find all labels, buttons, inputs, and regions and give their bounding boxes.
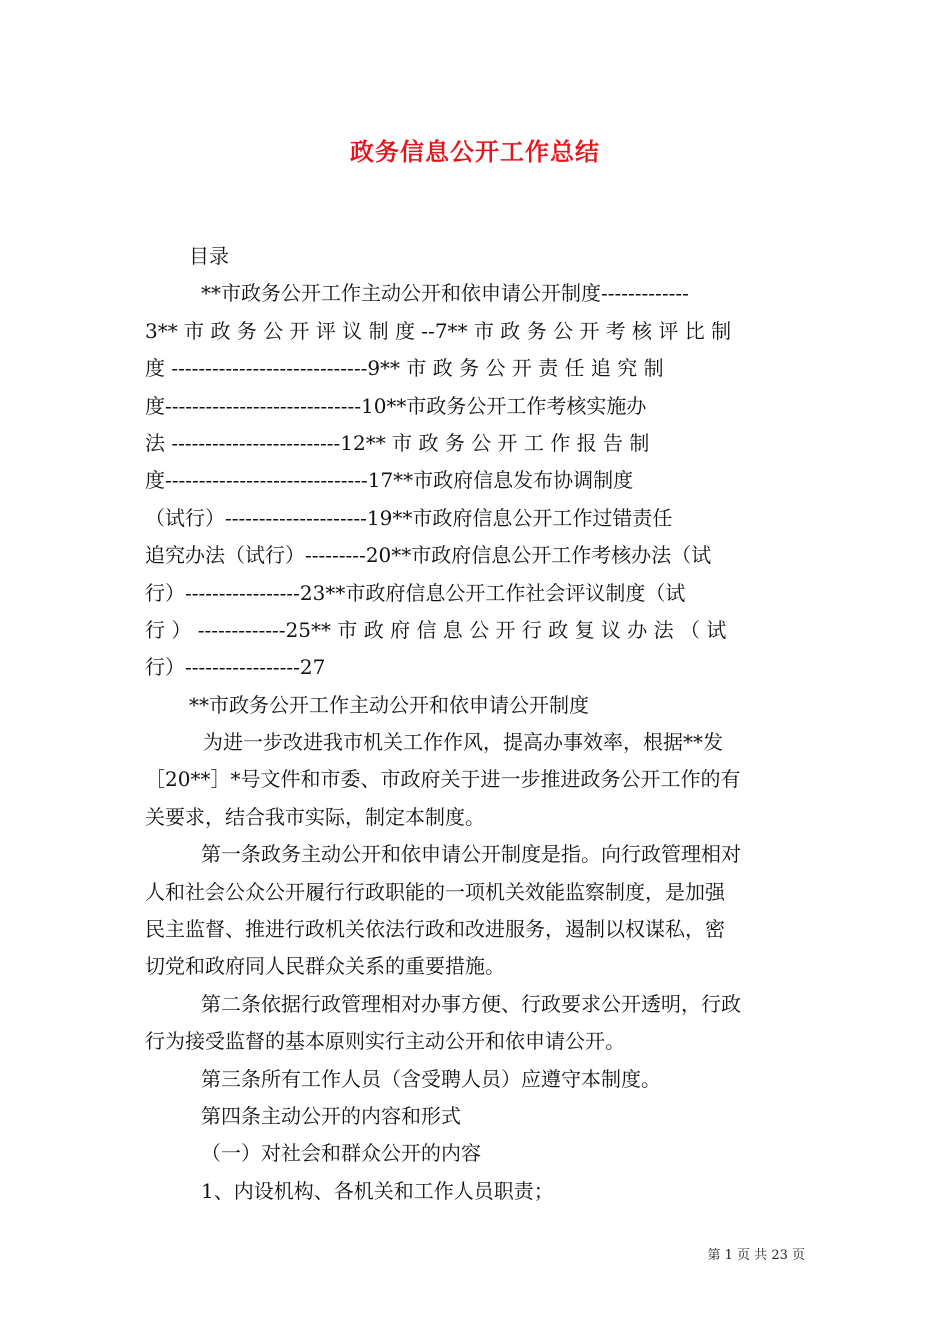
paragraph-line: 民主监督、推进行政机关依法行政和改进服务，遏制以权谋私，密 — [145, 917, 725, 942]
paragraph-line: 1、内设机构、各机关和工作人员职责； — [201, 1178, 554, 1203]
toc-line: 行 ） -------------25** 市 政 府 信 息 公 开 行 政 复 议 办 法 （ 试 — [145, 617, 727, 642]
paragraph-line: 第三条所有工作人员（含受聘人员）应遵守本制度。 — [201, 1066, 661, 1091]
toc-line: 法 -------------------------12** 市 政 务 公 开 工 作 报 告 制 — [145, 430, 650, 455]
paragraph-line: ［20**］*号文件和市委、市政府关于进一步推进政务公开工作的有 — [145, 767, 741, 792]
toc-heading: 目录 — [189, 244, 229, 268]
paragraph-line: 第二条依据行政管理相对办事方便、行政要求公开透明，行政 — [201, 991, 741, 1016]
toc-line: 行）-----------------27 — [145, 655, 326, 680]
toc-line: 行）-----------------23**市政府信息公开工作社会评议制度（试 — [145, 580, 686, 605]
paragraph-line: 第四条主动公开的内容和形式 — [201, 1103, 461, 1128]
document-title: 政务信息公开工作总结 — [350, 137, 600, 166]
page-footer: 第 1 页 共 23 页 — [707, 1248, 805, 1263]
toc-line: 度 -----------------------------9** 市 政 务 公 开 责 任 追 究 制 — [145, 356, 664, 381]
document-body — [145, 238, 805, 1210]
paragraph-line: 为进一步改进我市机关工作作风，提高办事效率，根据**发 — [203, 730, 723, 755]
section-heading: **市政务公开工作主动公开和依申请公开制度 — [189, 692, 589, 717]
paragraph-line: （一）对社会和群众公开的内容 — [201, 1141, 481, 1166]
paragraph-line: 关要求，结合我市实际，制定本制度。 — [145, 804, 485, 829]
toc-line: 度------------------------------17**市政府信息发布协调制度 — [145, 468, 634, 493]
toc-line: 追究办法（试行）---------20**市政府信息公开工作考核办法（试 — [145, 543, 712, 568]
paragraph-line: 切党和政府同人民群众关系的重要措施。 — [145, 954, 505, 979]
toc-line: **市政务公开工作主动公开和依申请公开制度------------- — [201, 281, 689, 306]
toc-line: 度-----------------------------10**市政务公开工作考核实施办 — [145, 393, 647, 418]
paragraph-line: 行为接受监督的基本原则实行主动公开和依申请公开。 — [145, 1029, 625, 1054]
paragraph-line: 人和社会公众公开履行行政职能的一项机关效能监察制度，是加强 — [145, 879, 725, 904]
paragraph-line: 第一条政务主动公开和依申请公开制度是指。向行政管理相对 — [201, 842, 741, 867]
toc-line: 3** 市 政 务 公 开 评 议 制 度 --7** 市 政 务 公 开 考 核 评 比 制 — [145, 318, 732, 343]
toc-line: （试行）---------------------19**市政府信息公开工作过错责任 — [145, 505, 673, 530]
